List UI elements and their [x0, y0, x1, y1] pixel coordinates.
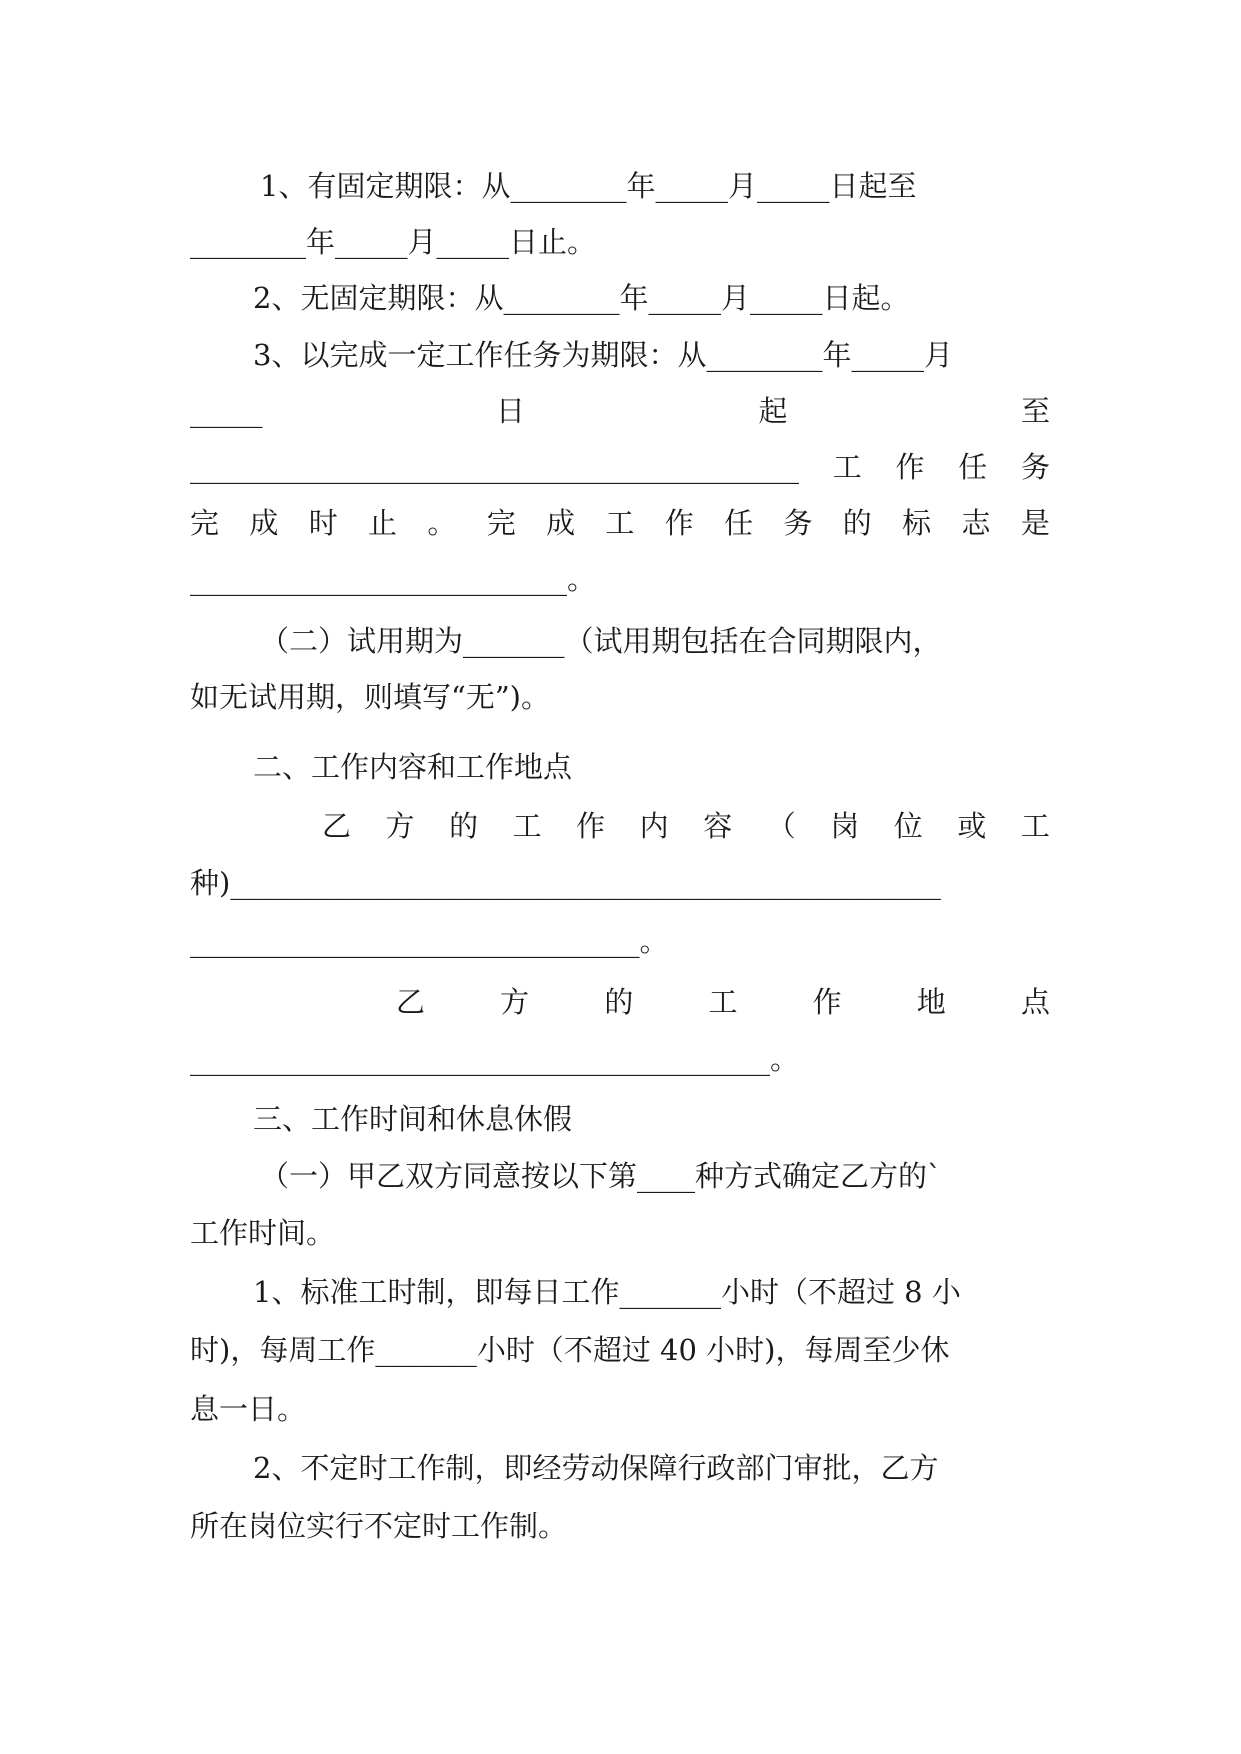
clause-work-content-blank: 种)_________________________________________________ [190, 866, 941, 900]
clause-task-term: 3、以完成一定工作任务为期限：从________年_____月 [253, 338, 953, 372]
clause-task-term-blank: __________________________________________ 工 作 任 务 [190, 450, 1050, 484]
clause-work-location-blank: ________________________________________。 [190, 1042, 800, 1076]
clause-work-content-blank-end: _______________________________。 [190, 924, 669, 958]
clause-standard-hours-rest: 息一日。 [190, 1392, 307, 1426]
clause-standard-hours: 1、标准工时制，即每日工作_______小时（不超过 8 小 [253, 1275, 961, 1309]
clause-probation: （二）试用期为_______（试用期包括在合同期限内， [260, 624, 942, 658]
clause-fixed-term: 1、有固定期限：从________年_____月_____日起至 [260, 169, 917, 203]
clause-flexible-hours-end: 所在岗位实行不定时工作制。 [190, 1509, 568, 1543]
clause-flexible-hours: 2、不定时工作制，即经劳动保障行政部门审批，乙方 [253, 1451, 939, 1485]
clause-task-term-start: _____ 日 起 至 [190, 394, 1050, 428]
clause-open-term: 2、无固定期限：从________年_____月_____日起。 [253, 281, 910, 315]
clause-work-location: 乙 方 的 工 作 地 点 [396, 985, 1050, 1019]
clause-fixed-term-end: ________年_____月_____日止。 [190, 225, 597, 259]
clause-working-hours-method-end: 工作时间。 [190, 1216, 336, 1250]
clause-probation-note: 如无试用期，则填写“无”)。 [190, 680, 550, 714]
clause-working-hours-method: （一）甲乙双方同意按以下第____种方式确定乙方的` [260, 1159, 942, 1193]
clause-work-content: 乙 方 的 工 作 内 容 （ 岗 位 或 工 [322, 809, 1050, 843]
clause-standard-hours-weekly: 时)，每周工作_______小时（不超过 40 小时)，每周至少休 [190, 1333, 950, 1367]
section-heading-work-content: 二、工作内容和工作地点 [253, 750, 573, 784]
clause-task-completion-blank: __________________________。 [190, 562, 597, 596]
section-heading-working-hours: 三、工作时间和休息休假 [253, 1102, 573, 1136]
clause-task-completion: 完 成 时 止 。 完 成 工 作 任 务 的 标 志 是 [190, 506, 1050, 540]
